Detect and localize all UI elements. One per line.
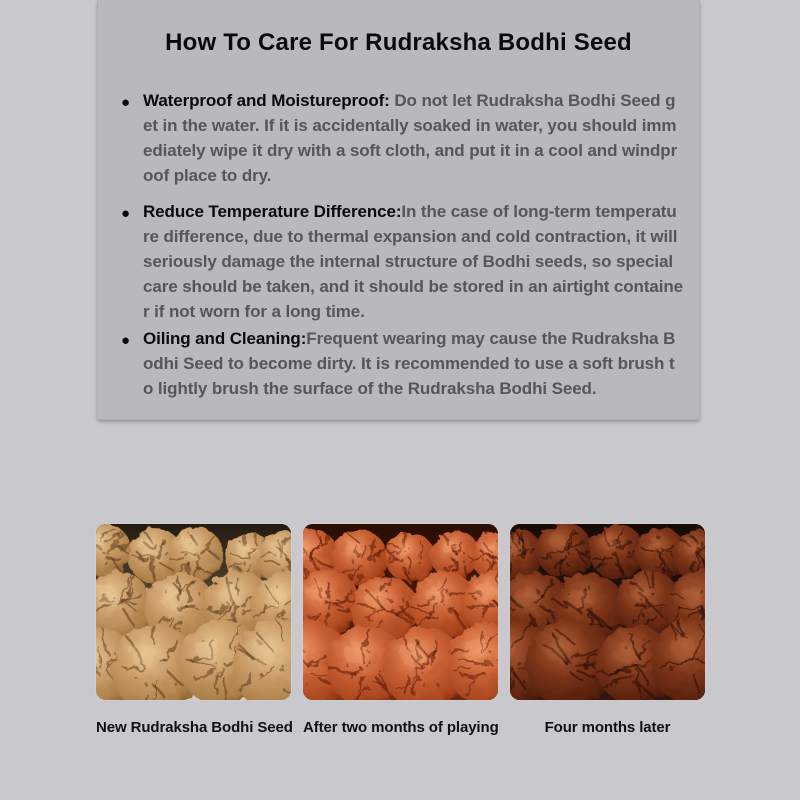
two-month-played-seeds-photo <box>303 524 498 700</box>
four-month-aged-seeds-photo <box>510 524 705 700</box>
gallery-caption: New Rudraksha Bodhi Seed <box>96 719 293 736</box>
new-rudraksha-seeds-photo <box>96 524 291 700</box>
care-item-body: Do not let Rudraksha Bodhi Seed get in the water. If it is accidentally soaked in water, you should immediately wipe it dry with a soft cloth, and put it in a cool and windproof place to dry. <box>143 91 678 185</box>
care-item-heading: Waterproof and Moistureproof: <box>143 91 395 110</box>
seed-aging-gallery <box>96 524 706 736</box>
care-item-waterproof <box>98 88 699 188</box>
care-item-oiling <box>98 326 699 401</box>
gallery-item <box>96 524 291 736</box>
bullet-icon: ● <box>121 94 130 111</box>
gallery-caption: After two months of playing <box>303 719 499 736</box>
gallery-caption: Four months later <box>544 719 671 736</box>
care-instructions-panel <box>97 0 700 420</box>
bullet-icon: ● <box>121 332 130 349</box>
page-title: How To Care For Rudraksha Bodhi Seed <box>165 29 632 56</box>
care-item-body: Frequent wearing may cause the Rudraksha Bodhi Seed to become dirty. It is recommended to use a soft brush to lightly brush the surface of the Rudraksha Bodhi Seed. <box>143 329 676 398</box>
care-item-temperature <box>98 199 699 324</box>
care-item-body: In the case of long-term temperature difference, due to thermal expansion and cold contraction, it will seriously damage the internal structure of Bodhi seeds, so special care should be taken, and it should be stored in an airtight container if not worn for a long time. <box>143 202 684 321</box>
care-item-heading: Oiling and Cleaning: <box>143 329 307 348</box>
bullet-icon: ● <box>121 205 130 222</box>
care-item-heading: Reduce Temperature Difference: <box>143 202 402 221</box>
gallery-item <box>303 524 498 736</box>
care-instructions-list <box>98 88 699 401</box>
gallery-item <box>510 524 705 736</box>
